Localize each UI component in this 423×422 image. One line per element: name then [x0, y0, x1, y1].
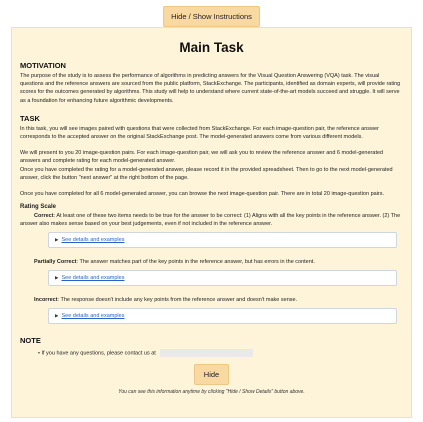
triangle-right-icon: ▶ [55, 237, 59, 243]
incorrect-details-link[interactable]: See details and examples [61, 313, 125, 320]
instructions-panel [11, 27, 412, 418]
bullet-icon: • [38, 350, 40, 357]
partial-details-toggle[interactable] [48, 270, 397, 286]
note-heading: NOTE [20, 336, 41, 346]
toggle-wrap [0, 6, 423, 27]
triangle-right-icon: ▶ [55, 313, 59, 319]
correct-details-toggle[interactable] [48, 232, 397, 248]
rating-scale-title: Rating Scale [20, 204, 57, 211]
partial-term: Partially Correct [34, 259, 77, 266]
motivation-heading: MOTIVATION [20, 61, 66, 70]
task-paragraph-3: Once you have completed for all 6 model-generated answer, you can browse the next image-question pair. There are in total 20 image-question pairs. [20, 191, 385, 198]
page-title: Main Task [179, 40, 244, 55]
triangle-right-icon: ▶ [55, 275, 59, 281]
incorrect-term: Incorrect [34, 297, 58, 304]
task-paragraph-2a: We will present to you 20 image-question pairs. For each image-question pair, we will ask you to review the reference answer and 6 model-generated answers and complete rating for each model-generated answer. [20, 150, 384, 165]
correct-details-link[interactable]: See details and examples [61, 237, 125, 244]
hide-show-instructions-button[interactable]: Hide / Show Instructions [163, 6, 260, 27]
correct-term: Correct [34, 213, 54, 220]
hide-wrap [20, 364, 403, 385]
rating-incorrect [20, 296, 403, 304]
contact-email-redacted [160, 349, 253, 357]
task-heading: TASK [20, 113, 40, 123]
hide-button[interactable]: Hide [194, 364, 229, 385]
rating-partial [20, 258, 403, 266]
correct-text: : At least one of these two items needs to be true for the answer to be correct: (1) Aligns with all the key points in the reference answer. (2) The answer also makes sense based on your best judgements, even if not included in the reference answer. [20, 213, 401, 228]
incorrect-text: : The response doesn't include any key points from the reference answer and doesn't make sense. [57, 297, 298, 304]
task-paragraph-2b: Once you have completed the rating for a model-generated answer, please record it in the provided spreadsheet. Then to go to the next model-generated answer, click the button "next answer" at the right bottom of the page. [20, 166, 393, 181]
partial-details-link[interactable]: See details and examples [61, 275, 125, 282]
footer-note: You can see this information anytime by clicking "Hide / Show Details" button above. [118, 388, 305, 395]
note-text: If you have any questions, please contact us at [41, 350, 156, 357]
note-item [20, 349, 403, 357]
incorrect-details-toggle[interactable] [48, 308, 397, 324]
partial-text: : The answer matches part of the key points in the reference answer, but has errors in the content. [76, 259, 315, 266]
motivation-text: The purpose of the study is to assess the performance of algorithms in predicting answers for the Visual Question Answering (VQA) task. The visual questions and the reference answers are sourced from the public platform, StackExchange. The participants, identified as domain experts, will provide rating scores for the outcomes generated by algorithms. This study will help to understand where current state-of-the-art models succeed and struggle. It will serve as a foundation for enhancing future algorithmic developments. [20, 73, 401, 104]
rating-correct [20, 212, 403, 228]
task-paragraph-1: In this task, you will see images paired with questions that were collected from StackExchange. For each image-question pair, the reference answer corresponds to the accepted answer on the original StackExchange post. The model-generated answers come from various different models. [20, 125, 379, 141]
